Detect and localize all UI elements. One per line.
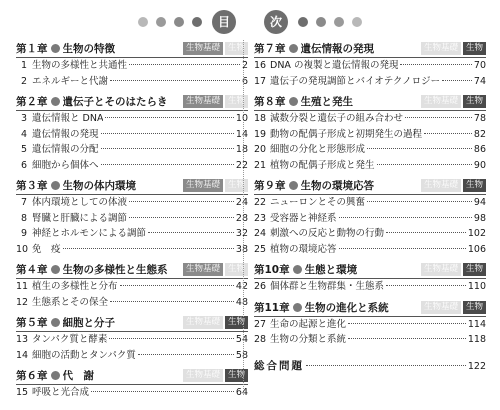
chapter-heading[interactable] bbox=[254, 40, 486, 58]
chapter-title: 生物の特徴 bbox=[62, 43, 115, 55]
chapter-bullet-icon bbox=[51, 318, 60, 327]
entry-title: 遺伝子の発現調節とバイオテクノロジー bbox=[270, 75, 441, 87]
entry-title: 刺激への反応と動物の行動 bbox=[270, 228, 385, 239]
dot-leader bbox=[129, 201, 234, 202]
toc-entry[interactable] bbox=[16, 242, 248, 258]
dot-leader bbox=[386, 232, 466, 233]
chapter-bullet-icon bbox=[51, 371, 60, 380]
toc-entry[interactable] bbox=[254, 158, 486, 174]
toc-entry[interactable] bbox=[254, 195, 486, 211]
entry-number: 24 bbox=[254, 228, 267, 239]
subject-tag: 生物基礎 bbox=[183, 179, 223, 192]
entry-number: 21 bbox=[254, 159, 267, 171]
dot-leader bbox=[129, 217, 234, 218]
entry-number: 23 bbox=[254, 212, 267, 224]
toc-entry[interactable] bbox=[16, 279, 248, 295]
chapter-title: 遺伝情報の発現 bbox=[300, 43, 374, 55]
entry-page: 110 bbox=[467, 281, 486, 292]
chapter-number: 第11章 bbox=[254, 301, 290, 314]
toc-entry[interactable] bbox=[16, 295, 248, 311]
entry-page: 94 bbox=[473, 197, 486, 208]
toc-title-char-1: 目 bbox=[212, 10, 236, 34]
chapter-heading[interactable] bbox=[254, 93, 486, 111]
entry-page: 90 bbox=[473, 159, 486, 171]
chapter-bullet-icon bbox=[289, 97, 298, 106]
entry-page: 98 bbox=[473, 212, 486, 224]
entry-title: エネルギーと代謝 bbox=[32, 75, 109, 87]
entry-number: 11 bbox=[16, 281, 29, 292]
dot-leader bbox=[386, 285, 466, 286]
entry-page: 106 bbox=[467, 243, 486, 255]
entry-number: 14 bbox=[16, 349, 29, 361]
entry-page: 82 bbox=[473, 128, 486, 140]
chapter-title: 遺伝子とそのはたらき bbox=[62, 96, 168, 108]
entry-number: 7 bbox=[20, 197, 27, 208]
chapter-heading[interactable] bbox=[16, 367, 248, 385]
dot-leader bbox=[442, 80, 472, 81]
chapter-number: 第２章 bbox=[16, 96, 48, 108]
chapter-heading[interactable] bbox=[16, 40, 248, 58]
summary-title: 総合問題 bbox=[254, 359, 304, 372]
subject-tags bbox=[183, 263, 248, 276]
toc-entry[interactable] bbox=[254, 242, 486, 258]
entry-number: 22 bbox=[254, 197, 267, 208]
entry-title: 減数分裂と遺伝子の組み合わせ bbox=[270, 113, 404, 124]
chapter-heading[interactable] bbox=[254, 261, 486, 279]
dot-leader bbox=[306, 365, 466, 366]
toc-column-left bbox=[16, 40, 248, 401]
entry-page: 2 bbox=[241, 60, 248, 71]
subject-tags bbox=[421, 301, 486, 314]
dot-leader bbox=[377, 164, 472, 165]
subject-tags bbox=[183, 179, 248, 192]
entry-page: 114 bbox=[467, 318, 486, 330]
chapter-heading[interactable] bbox=[16, 261, 248, 279]
entry-title: 生物の分類と系統 bbox=[270, 334, 347, 345]
toc-entry[interactable] bbox=[254, 317, 486, 333]
subject-tag: 生物基礎 bbox=[183, 95, 223, 108]
chapter-number: 第１章 bbox=[16, 43, 48, 55]
dot-leader bbox=[148, 232, 234, 233]
chapter-heading[interactable] bbox=[16, 314, 248, 332]
entry-page: 38 bbox=[235, 243, 248, 255]
header-dot bbox=[334, 17, 344, 27]
chapter-bullet-icon bbox=[51, 97, 60, 106]
dot-leader bbox=[400, 64, 471, 65]
subject-tag: 生物 bbox=[463, 301, 486, 314]
chapter-heading[interactable] bbox=[16, 177, 248, 195]
chapter-bullet-icon bbox=[289, 181, 298, 190]
subject-tags bbox=[421, 179, 486, 192]
entry-title: 植物の配偶子形成と発生 bbox=[270, 159, 375, 171]
toc-entry[interactable] bbox=[16, 226, 248, 242]
chapter-bullet-icon bbox=[51, 181, 60, 190]
entry-title: 植物の環境応答 bbox=[270, 243, 337, 255]
dot-leader bbox=[339, 248, 466, 249]
entry-title: 植生の多様性と分布 bbox=[32, 281, 118, 292]
dot-leader bbox=[120, 285, 234, 286]
subject-tag: 生物 bbox=[225, 42, 248, 55]
entry-number: 16 bbox=[254, 60, 267, 71]
entry-page: 32 bbox=[235, 228, 248, 239]
toc-entry[interactable] bbox=[16, 385, 248, 401]
chapter-bullet-icon bbox=[293, 303, 302, 312]
toc-entry[interactable] bbox=[254, 74, 486, 90]
subject-tags bbox=[183, 42, 248, 55]
header-dot bbox=[352, 17, 362, 27]
dot-leader bbox=[91, 391, 234, 392]
chapter-number: 第10章 bbox=[254, 264, 290, 276]
entry-number: 8 bbox=[20, 212, 27, 224]
entry-page: 74 bbox=[473, 75, 486, 87]
dot-leader bbox=[129, 64, 240, 65]
chapter-title: 生物の環境応答 bbox=[300, 180, 374, 192]
toc-entry[interactable] bbox=[254, 332, 486, 348]
entry-title: 遺伝情報の分配 bbox=[32, 144, 99, 155]
dot-leader bbox=[405, 117, 472, 118]
chapter-number: 第５章 bbox=[16, 317, 48, 329]
entry-number: 3 bbox=[20, 113, 27, 124]
entry-number: 17 bbox=[254, 75, 267, 87]
dot-leader bbox=[63, 248, 234, 249]
entry-page: 102 bbox=[467, 228, 486, 239]
dot-leader bbox=[138, 354, 234, 355]
dot-leader bbox=[105, 117, 233, 118]
entry-page: 14 bbox=[235, 128, 248, 140]
entry-title: 神経とホルモンによる調節 bbox=[32, 228, 147, 239]
chapter-heading[interactable] bbox=[16, 93, 248, 111]
toc-column-right bbox=[254, 40, 486, 374]
entry-number: 18 bbox=[254, 113, 267, 124]
header-dot bbox=[174, 17, 184, 27]
chapter-title: 細胞と分子 bbox=[62, 317, 115, 329]
dot-leader bbox=[367, 201, 472, 202]
entry-page: 58 bbox=[235, 349, 248, 361]
chapter-title: 生殖と発生 bbox=[300, 96, 353, 108]
entry-page: 70 bbox=[473, 60, 486, 71]
entry-number: 13 bbox=[16, 334, 29, 345]
subject-tag: 生物 bbox=[463, 179, 486, 192]
entry-number: 10 bbox=[16, 243, 29, 255]
toc-entry[interactable] bbox=[16, 195, 248, 211]
chapter-title: 生物の体内環境 bbox=[62, 180, 136, 192]
entry-page: 18 bbox=[235, 144, 248, 155]
subject-tags bbox=[421, 42, 486, 55]
entry-page: 48 bbox=[235, 296, 248, 308]
toc-title-char-2: 次 bbox=[264, 10, 288, 34]
header-dot bbox=[156, 17, 166, 27]
toc-entry[interactable] bbox=[254, 127, 486, 143]
subject-tag: 生物 bbox=[463, 42, 486, 55]
subject-tag: 生物 bbox=[463, 263, 486, 276]
entry-title: 細胞の分化と形態形成 bbox=[270, 144, 366, 155]
toc-entry[interactable] bbox=[16, 74, 248, 90]
toc-entry[interactable] bbox=[16, 111, 248, 127]
chapter-number: 第４章 bbox=[16, 264, 48, 276]
entry-title: 免 疫 bbox=[32, 243, 61, 255]
subject-tag: 生物基礎 bbox=[421, 95, 461, 108]
entry-number: 12 bbox=[16, 296, 29, 308]
subject-tag: 生物 bbox=[463, 95, 486, 108]
chapter-bullet-icon bbox=[51, 44, 60, 53]
entry-title: 動物の配偶子形成と初期発生の過程 bbox=[270, 128, 423, 140]
entry-number: 15 bbox=[16, 387, 29, 398]
summary-page: 122 bbox=[467, 360, 486, 372]
chapter-title: 代 謝 bbox=[62, 370, 94, 382]
toc-entry[interactable] bbox=[254, 142, 486, 158]
subject-tag: 生物基礎 bbox=[421, 263, 461, 276]
entry-page: 28 bbox=[235, 212, 248, 224]
dot-leader bbox=[367, 148, 472, 149]
entry-title: タンパク質と酵素 bbox=[32, 334, 108, 345]
header-dot bbox=[138, 17, 148, 27]
toc-entry[interactable] bbox=[16, 127, 248, 143]
entry-number: 25 bbox=[254, 243, 267, 255]
entry-page: 6 bbox=[241, 75, 248, 87]
subject-tag: 生物基礎 bbox=[183, 42, 223, 55]
toc-entry[interactable] bbox=[16, 58, 248, 74]
entry-page: 54 bbox=[235, 334, 248, 345]
entry-title: 遺伝情報と DNA bbox=[32, 113, 104, 124]
entry-number: 26 bbox=[254, 281, 267, 292]
header-dot bbox=[316, 17, 326, 27]
dot-leader bbox=[348, 338, 466, 339]
entry-title: ニューロンとその興奮 bbox=[270, 197, 366, 208]
entry-title: 腎臓と肝臓による調節 bbox=[32, 212, 128, 224]
header-dot bbox=[192, 17, 202, 27]
entry-page: 24 bbox=[235, 197, 248, 208]
toc-entry[interactable] bbox=[16, 158, 248, 174]
entry-title: 細胞の活動とタンパク質 bbox=[32, 349, 136, 361]
dot-leader bbox=[101, 148, 234, 149]
subject-tag: 生物 bbox=[225, 316, 248, 329]
toc-entry[interactable] bbox=[254, 58, 486, 74]
toc-entry[interactable] bbox=[16, 332, 248, 348]
entry-title: 遺伝情報の発現 bbox=[32, 128, 99, 140]
toc-entry[interactable] bbox=[254, 226, 486, 242]
toc-entry[interactable] bbox=[16, 211, 248, 227]
toc-entry[interactable] bbox=[254, 279, 486, 295]
subject-tag: 生物基礎 bbox=[421, 179, 461, 192]
chapter-number: 第９章 bbox=[254, 180, 286, 192]
chapter-title: 生物の多様性と生態系 bbox=[62, 264, 168, 276]
entry-number: 20 bbox=[254, 144, 267, 155]
subject-tag: 生物基礎 bbox=[183, 316, 223, 329]
chapter-bullet-icon bbox=[289, 44, 298, 53]
entry-number: 6 bbox=[20, 159, 27, 171]
toc-entry[interactable] bbox=[16, 348, 248, 364]
chapter-number: 第３章 bbox=[16, 180, 48, 192]
entry-number: 5 bbox=[20, 144, 27, 155]
subject-tag: 生物 bbox=[225, 95, 248, 108]
toc-header bbox=[0, 10, 500, 34]
subject-tag: 生物基礎 bbox=[421, 301, 461, 314]
dot-leader bbox=[110, 80, 240, 81]
entry-number: 19 bbox=[254, 128, 267, 140]
toc-entry[interactable] bbox=[254, 211, 486, 227]
dot-leader bbox=[424, 133, 472, 134]
subject-tag: 生物 bbox=[225, 369, 248, 382]
entry-title: 生態系とその保全 bbox=[32, 296, 109, 308]
entry-page: 22 bbox=[235, 159, 248, 171]
chapter-bullet-icon bbox=[293, 265, 302, 274]
entry-title: 個体群と生物群集・生態系 bbox=[270, 281, 385, 292]
dot-leader bbox=[110, 301, 234, 302]
subject-tag: 生物基礎 bbox=[421, 42, 461, 55]
entry-page: 64 bbox=[235, 387, 248, 398]
entry-title: DNA の複製と遺伝情報の発現 bbox=[270, 60, 399, 71]
entry-page: 78 bbox=[473, 113, 486, 124]
entry-number: 2 bbox=[20, 75, 27, 87]
dot-leader bbox=[348, 323, 466, 324]
chapter-bullet-icon bbox=[51, 265, 60, 274]
header-dot bbox=[298, 17, 308, 27]
entry-title: 生物の多様性と共通性 bbox=[32, 60, 128, 71]
summary-entry[interactable] bbox=[254, 358, 486, 374]
entry-number: 28 bbox=[254, 334, 267, 345]
chapter-heading[interactable] bbox=[254, 177, 486, 195]
entry-number: 1 bbox=[20, 60, 27, 71]
subject-tag: 生物 bbox=[225, 179, 248, 192]
entry-page: 118 bbox=[467, 334, 486, 345]
chapter-title: 生物の進化と系統 bbox=[304, 301, 389, 314]
chapter-number: 第８章 bbox=[254, 96, 286, 108]
entry-title: 受容器と神経系 bbox=[270, 212, 337, 224]
entry-title: 体内環境としての体液 bbox=[32, 197, 128, 208]
toc-entry[interactable] bbox=[254, 111, 486, 127]
entry-title: 呼吸と光合成 bbox=[32, 387, 90, 398]
subject-tag: 生物 bbox=[225, 263, 248, 276]
entry-number: 4 bbox=[20, 128, 27, 140]
chapter-heading[interactable] bbox=[254, 299, 486, 317]
dot-leader bbox=[339, 217, 472, 218]
subject-tag: 生物基礎 bbox=[183, 369, 223, 382]
entry-page: 10 bbox=[235, 113, 248, 124]
column-divider bbox=[243, 40, 244, 395]
toc-entry[interactable] bbox=[16, 142, 248, 158]
subject-tags bbox=[421, 263, 486, 276]
subject-tags bbox=[183, 369, 248, 382]
subject-tags bbox=[183, 316, 248, 329]
entry-title: 細胞から個体へ bbox=[32, 159, 99, 171]
entry-title: 生命の起源と進化 bbox=[270, 318, 347, 330]
entry-page: 86 bbox=[473, 144, 486, 155]
chapter-number: 第６章 bbox=[16, 370, 48, 382]
dot-leader bbox=[109, 338, 234, 339]
subject-tags bbox=[421, 95, 486, 108]
dot-leader bbox=[101, 133, 234, 134]
dot-leader bbox=[101, 164, 234, 165]
chapter-title: 生態と環境 bbox=[304, 264, 358, 276]
chapter-number: 第７章 bbox=[254, 43, 286, 55]
entry-page: 42 bbox=[235, 281, 248, 292]
entry-number: 9 bbox=[20, 228, 27, 239]
entry-number: 27 bbox=[254, 318, 267, 330]
subject-tag: 生物基礎 bbox=[183, 263, 223, 276]
subject-tags bbox=[183, 95, 248, 108]
